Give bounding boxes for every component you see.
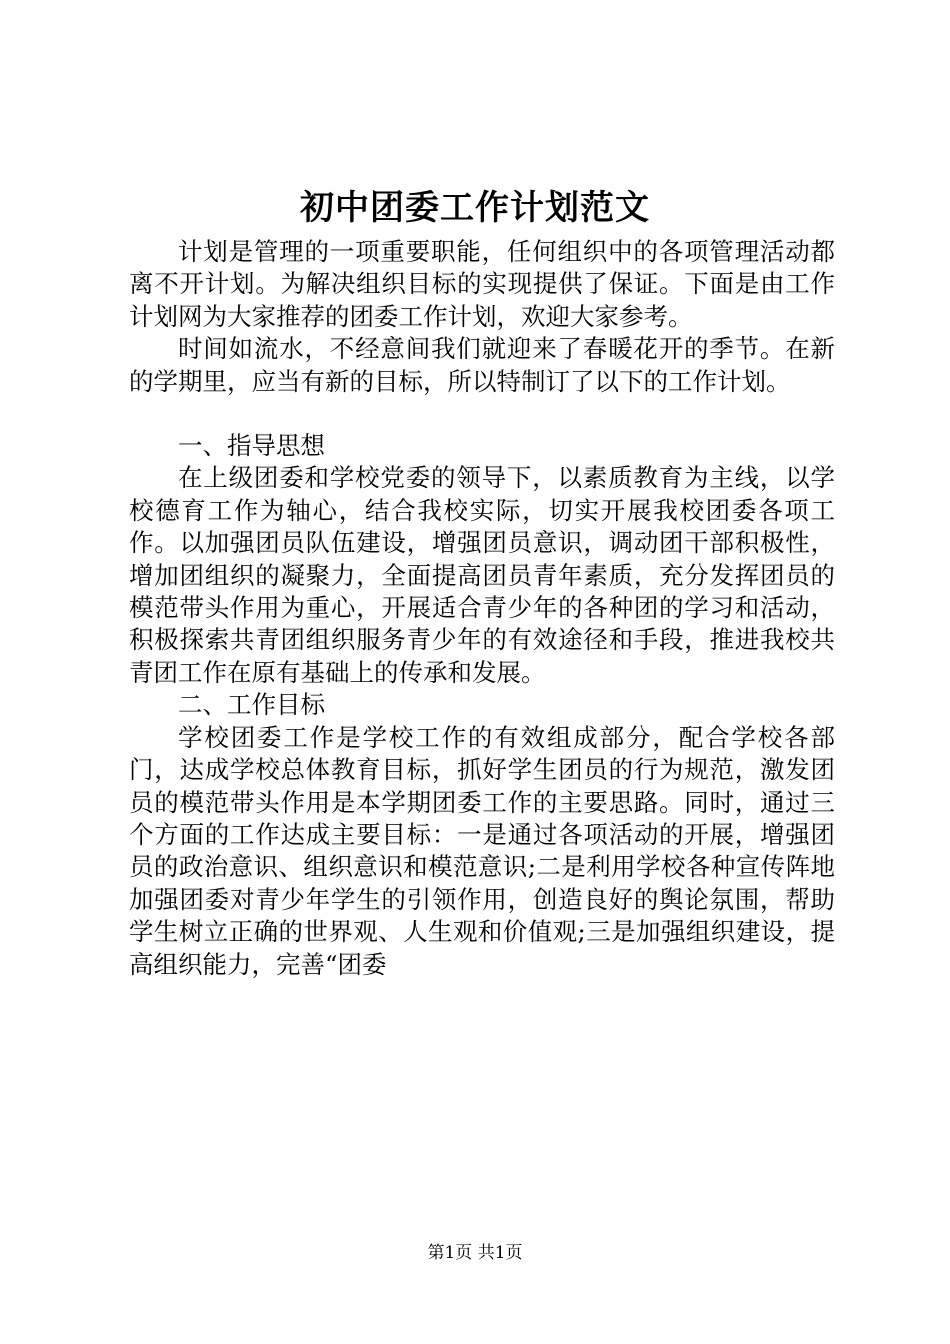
intro-paragraph-2: 时间如流水，不经意间我们就迎来了春暖花开的季节。在新的学期里，应当有新的目标，所以特制订了以下的工作计划。: [129, 334, 835, 396]
section-heading-work-goals: 二、工作目标: [178, 690, 325, 720]
paragraph-spacer: [129, 398, 835, 430]
intro-paragraph-1: 计划是管理的一项重要职能，任何组织中的各项管理活动都离不开计划。为解决组织目标的实现提供了保证。下面是由工作计划网为大家推荐的团委工作计划，欢迎大家参考。: [129, 237, 835, 331]
page-footer: 第1页 共1页: [427, 1243, 523, 1263]
document-body: [129, 236, 835, 981]
section-text-guiding-ideology: 在上级团委和学校党委的领导下，以素质教育为主线，以学校德育工作为轴心，结合我校实际，切实开展我校团委各项工作。以加强团员队伍建设，增强团员意识，调动团干部积极性，增加团组织的凝聚力，全面提高团员青年素质，充分发挥团员的模范带头作用为重心，开展适合青少年的各种团的学习和活动，积极探索共青团组织服务青少年的有效途径和手段，推进我校共青团工作在原有基础上的传承和发展。: [129, 463, 835, 687]
section-heading-guiding-ideology: 一、指导思想: [178, 431, 325, 461]
document-title: 初中团委工作计划范文: [300, 188, 650, 228]
section-text-work-goals: 学校团委工作是学校工作的有效组成部分，配合学校各部门，达成学校总体教育目标，抓好学生团员的行为规范，激发团员的模范带头作用是本学期团委工作的主要思路。同时，通过三个方面的工作达成主要目标：一是通过各项活动的开展，增强团员的政治意识、组织意识和模范意识;二是利用学校各种宣传阵地加强团委对青少年学生的引领作用，创造良好的舆论氛围，帮助学生树立正确的世界观、人生观和价值观;三是加强组织建设，提高组织能力，完善“团委: [129, 722, 835, 979]
